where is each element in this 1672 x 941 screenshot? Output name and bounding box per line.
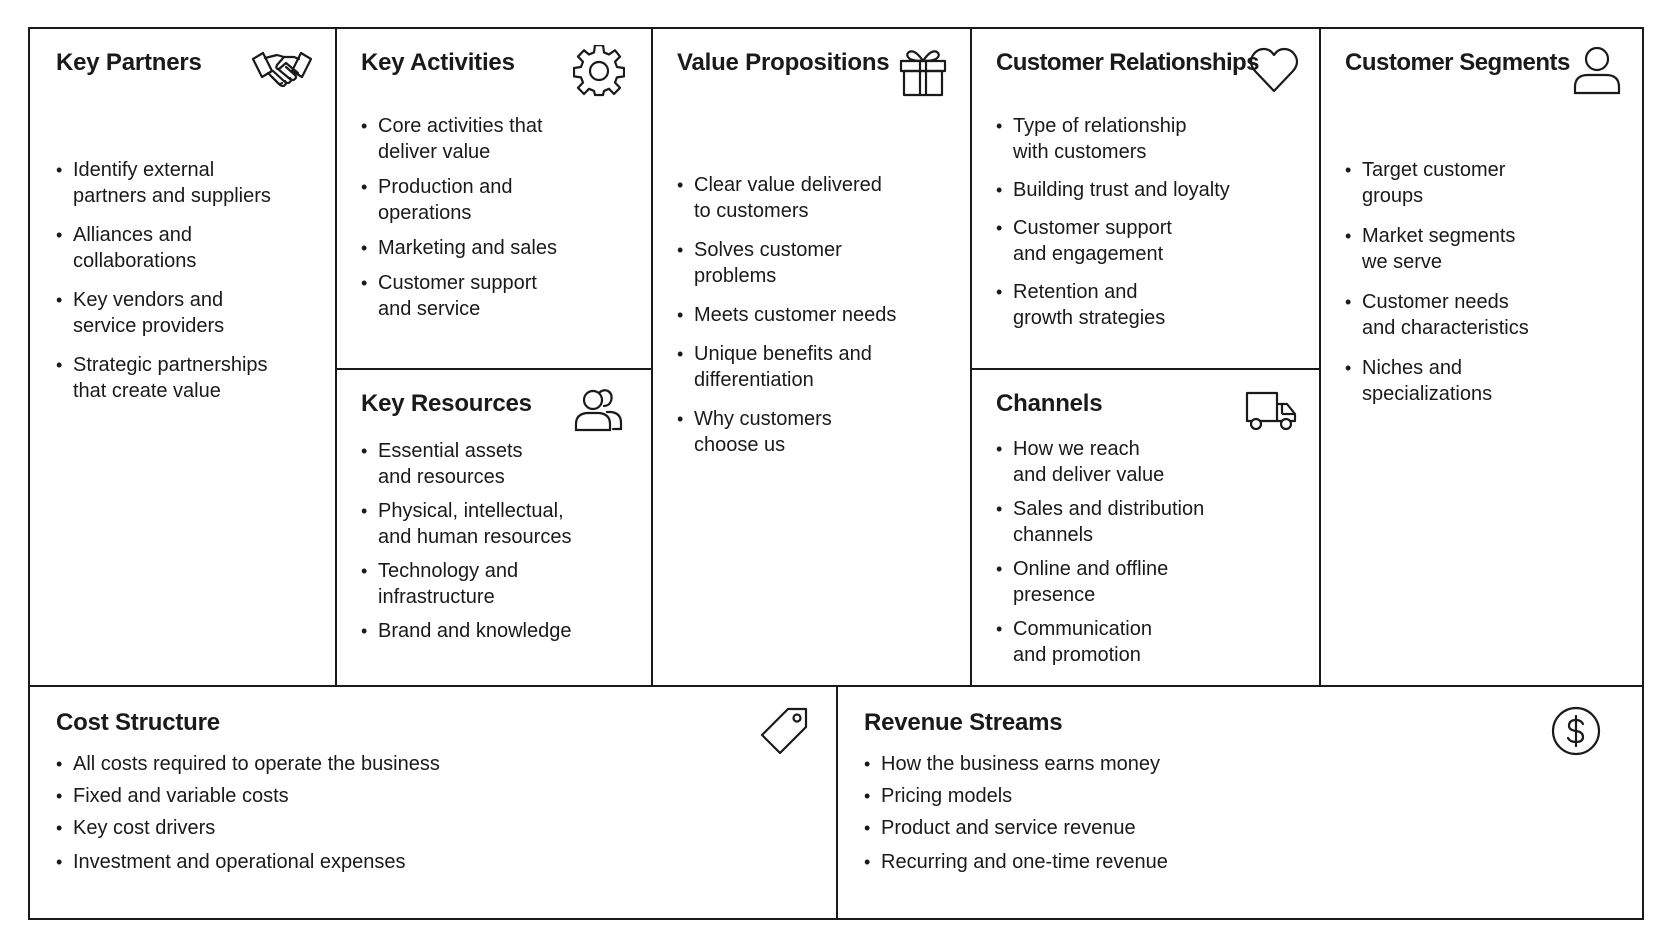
- list-item: • Clear value delivered to customers: [677, 172, 960, 224]
- bullet-list: [996, 436, 1309, 668]
- list-item: • Product and service revenue: [864, 815, 1632, 841]
- list-item: • Sales and distribution channels: [996, 496, 1309, 548]
- list-item: • Unique benefits and differentiation: [677, 341, 960, 393]
- key-resources-block: [337, 370, 651, 685]
- key-activities-block: [337, 29, 651, 368]
- bullet-list: [1345, 157, 1632, 407]
- bullet-list: [361, 113, 641, 322]
- bullet-list: [56, 157, 325, 404]
- list-item: • Marketing and sales: [361, 235, 641, 261]
- cost-structure-block: [30, 687, 836, 918]
- key-partners-block: [30, 29, 335, 685]
- list-item: • Why customers choose us: [677, 406, 960, 458]
- list-item: • Production and operations: [361, 174, 641, 226]
- list-item: • Online and offline presence: [996, 556, 1309, 608]
- list-item: • Core activities that deliver value: [361, 113, 641, 165]
- block-title: Customer Segments: [1345, 49, 1570, 76]
- dollar-coin-icon: [1550, 705, 1602, 757]
- list-item: • Niches and specializations: [1345, 355, 1632, 407]
- bullet-list: [996, 113, 1309, 331]
- list-item: • How we reach and deliver value: [996, 436, 1309, 488]
- bullet-list: [864, 751, 1632, 875]
- bullet-list: [677, 172, 960, 458]
- list-item: • Investment and operational expenses: [56, 849, 826, 875]
- block-title: Revenue Streams: [864, 709, 1063, 736]
- list-item: • Customer support and engagement: [996, 215, 1309, 267]
- block-title: Cost Structure: [56, 709, 220, 736]
- list-item: • Pricing models: [864, 783, 1632, 809]
- list-item: • Fixed and variable costs: [56, 783, 826, 809]
- list-item: • All costs required to operate the business: [56, 751, 826, 777]
- list-item: • Type of relationship with customers: [996, 113, 1309, 165]
- block-title: Key Resources: [361, 390, 532, 417]
- block-title: Key Activities: [361, 49, 515, 76]
- handshake-icon: [250, 45, 314, 97]
- customer-relationships-block: [972, 29, 1319, 368]
- block-title: Key Partners: [56, 49, 202, 76]
- list-item: • Target customer groups: [1345, 157, 1632, 209]
- truck-icon: [1244, 384, 1298, 436]
- list-item: • Physical, intellectual, and human resources: [361, 498, 641, 550]
- list-item: • Building trust and loyalty: [996, 177, 1309, 203]
- block-title: Channels: [996, 390, 1103, 417]
- block-title: Value Propositions: [677, 49, 890, 76]
- list-item: • Essential assets and resources: [361, 438, 641, 490]
- list-item: • How the business earns money: [864, 751, 1632, 777]
- bullet-list: [56, 751, 826, 875]
- list-item: • Customer support and service: [361, 270, 641, 322]
- list-item: • Market segments we serve: [1345, 223, 1632, 275]
- user-icon: [1571, 45, 1623, 97]
- business-model-canvas: [28, 27, 1644, 920]
- list-item: • Recurring and one-time revenue: [864, 849, 1632, 875]
- list-item: • Customer needs and characteristics: [1345, 289, 1632, 341]
- price-tag-icon: [758, 705, 810, 757]
- heart-icon: [1248, 45, 1300, 97]
- list-item: • Key vendors and service providers: [56, 287, 325, 339]
- list-item: • Communication and promotion: [996, 616, 1309, 668]
- gift-icon: [897, 45, 949, 97]
- channels-block: [972, 370, 1319, 685]
- revenue-streams-block: [838, 687, 1642, 918]
- gear-icon: [573, 45, 625, 97]
- list-item: • Retention and growth strategies: [996, 279, 1309, 331]
- customer-segments-block: [1321, 29, 1642, 685]
- list-item: • Identify external partners and suppliers: [56, 157, 325, 209]
- list-item: • Brand and knowledge: [361, 618, 641, 644]
- people-icon: [573, 384, 625, 436]
- list-item: • Meets customer needs: [677, 302, 960, 328]
- list-item: • Technology and infrastructure: [361, 558, 641, 610]
- value-propositions-block: [653, 29, 970, 685]
- block-title: Customer Relationships: [996, 49, 1259, 76]
- list-item: • Solves customer problems: [677, 237, 960, 289]
- list-item: • Key cost drivers: [56, 815, 826, 841]
- bullet-list: [361, 438, 641, 644]
- list-item: • Alliances and collaborations: [56, 222, 325, 274]
- list-item: • Strategic partnerships that create value: [56, 352, 325, 404]
